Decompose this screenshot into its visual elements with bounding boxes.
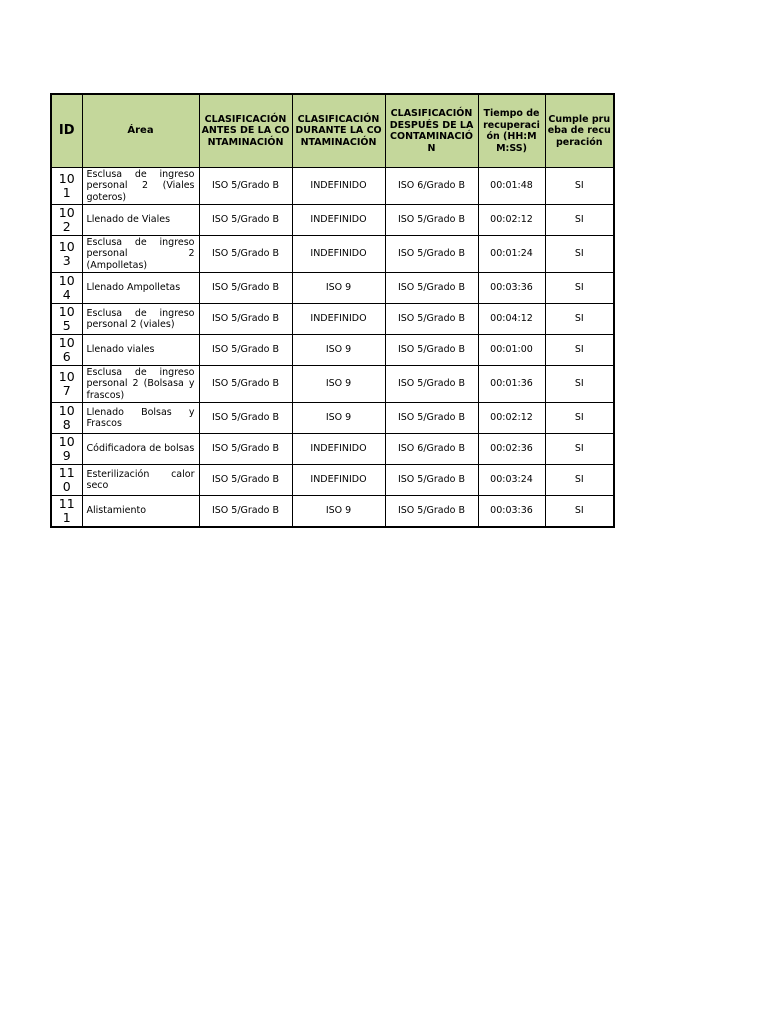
table-row	[51, 205, 614, 236]
cell-area: Llenado Ampolletas	[82, 273, 199, 304]
cell-area: Esclusa de ingreso personal 2 (Bolsasa y frascos)	[82, 366, 199, 403]
cell-before: ISO 5/Grado B	[199, 335, 292, 366]
cell-time: 00:01:00	[478, 335, 545, 366]
cell-id: 103	[51, 236, 82, 273]
cell-id: 106	[51, 335, 82, 366]
header-row	[51, 94, 614, 168]
cell-time: 00:02:12	[478, 403, 545, 434]
cell-after: ISO 6/Grado B	[385, 434, 478, 465]
cell-after: ISO 5/Grado B	[385, 273, 478, 304]
cell-area: Alistamiento	[82, 496, 199, 528]
cell-pass: SI	[545, 335, 614, 366]
cell-area: Esterilización calor seco	[82, 465, 199, 496]
cell-during: ISO 9	[292, 496, 385, 528]
cell-id: 108	[51, 403, 82, 434]
cell-time: 00:04:12	[478, 304, 545, 335]
cell-before: ISO 5/Grado B	[199, 205, 292, 236]
table-row	[51, 403, 614, 434]
cell-id: 101	[51, 168, 82, 205]
table-row	[51, 465, 614, 496]
cell-after: ISO 5/Grado B	[385, 304, 478, 335]
table-header	[51, 94, 614, 168]
cell-before: ISO 5/Grado B	[199, 366, 292, 403]
cell-during: INDEFINIDO	[292, 465, 385, 496]
cell-after: ISO 5/Grado B	[385, 366, 478, 403]
table-row	[51, 236, 614, 273]
table-body	[51, 168, 614, 528]
header-recovery-pass: Cumple prueba de recuperación	[545, 94, 614, 168]
cell-area: Llenado viales	[82, 335, 199, 366]
cell-time: 00:02:12	[478, 205, 545, 236]
cell-before: ISO 5/Grado B	[199, 273, 292, 304]
cell-after: ISO 5/Grado B	[385, 403, 478, 434]
cell-pass: SI	[545, 465, 614, 496]
cell-before: ISO 5/Grado B	[199, 304, 292, 335]
cell-pass: SI	[545, 205, 614, 236]
cell-pass: SI	[545, 434, 614, 465]
cell-area: Esclusa de ingreso personal 2 (viales)	[82, 304, 199, 335]
header-classification-during: CLASIFICACIÓN DURANTE LA CONTAMINACIÓN	[292, 94, 385, 168]
cell-after: ISO 5/Grado B	[385, 205, 478, 236]
cell-time: 00:02:36	[478, 434, 545, 465]
cell-time: 00:01:48	[478, 168, 545, 205]
table-row	[51, 496, 614, 528]
table-row	[51, 434, 614, 465]
cell-time: 00:01:36	[478, 366, 545, 403]
cell-before: ISO 5/Grado B	[199, 465, 292, 496]
header-id: ID	[51, 94, 82, 168]
cell-before: ISO 5/Grado B	[199, 403, 292, 434]
cell-during: INDEFINIDO	[292, 236, 385, 273]
cell-pass: SI	[545, 273, 614, 304]
cell-pass: SI	[545, 168, 614, 205]
cell-during: ISO 9	[292, 366, 385, 403]
cell-area: Llenado Bolsas y Frascos	[82, 403, 199, 434]
cell-id: 102	[51, 205, 82, 236]
cell-before: ISO 5/Grado B	[199, 236, 292, 273]
cell-area: Llenado de Viales	[82, 205, 199, 236]
cell-id: 104	[51, 273, 82, 304]
cell-after: ISO 5/Grado B	[385, 236, 478, 273]
cell-during: ISO 9	[292, 335, 385, 366]
cell-before: ISO 5/Grado B	[199, 496, 292, 528]
cell-after: ISO 5/Grado B	[385, 496, 478, 528]
cell-pass: SI	[545, 403, 614, 434]
recovery-test-table	[50, 93, 615, 528]
cell-before: ISO 5/Grado B	[199, 434, 292, 465]
cell-during: ISO 9	[292, 273, 385, 304]
cell-time: 00:03:36	[478, 273, 545, 304]
cell-during: ISO 9	[292, 403, 385, 434]
cell-during: INDEFINIDO	[292, 168, 385, 205]
cell-area: Esclusa de ingreso personal 2 (Ampolletas)	[82, 236, 199, 273]
cell-pass: SI	[545, 366, 614, 403]
cell-after: ISO 5/Grado B	[385, 335, 478, 366]
cell-during: INDEFINIDO	[292, 434, 385, 465]
cell-pass: SI	[545, 236, 614, 273]
header-classification-before: CLASIFICACIÓN ANTES DE LA CONTAMINACIÓN	[199, 94, 292, 168]
table-row	[51, 366, 614, 403]
cell-id: 109	[51, 434, 82, 465]
table-row	[51, 335, 614, 366]
cell-id: 107	[51, 366, 82, 403]
cell-area: Códificadora de bolsas	[82, 434, 199, 465]
cell-during: INDEFINIDO	[292, 205, 385, 236]
header-recovery-time: Tiempo de recuperación (HH:MM:SS)	[478, 94, 545, 168]
cell-pass: SI	[545, 304, 614, 335]
cell-after: ISO 5/Grado B	[385, 465, 478, 496]
cell-id: 111	[51, 496, 82, 528]
header-classification-after: CLASIFICACIÓN DESPUÉS DE LA CONTAMINACIÓN	[385, 94, 478, 168]
cell-after: ISO 6/Grado B	[385, 168, 478, 205]
cell-time: 00:01:24	[478, 236, 545, 273]
table-row	[51, 273, 614, 304]
cell-time: 00:03:24	[478, 465, 545, 496]
cell-id: 105	[51, 304, 82, 335]
cell-id: 110	[51, 465, 82, 496]
cell-pass: SI	[545, 496, 614, 528]
header-area: Área	[82, 94, 199, 168]
cell-time: 00:03:36	[478, 496, 545, 528]
table-row	[51, 168, 614, 205]
cell-during: INDEFINIDO	[292, 304, 385, 335]
cell-before: ISO 5/Grado B	[199, 168, 292, 205]
table-row	[51, 304, 614, 335]
cell-area: Esclusa de ingreso personal 2 (Viales goteros)	[82, 168, 199, 205]
